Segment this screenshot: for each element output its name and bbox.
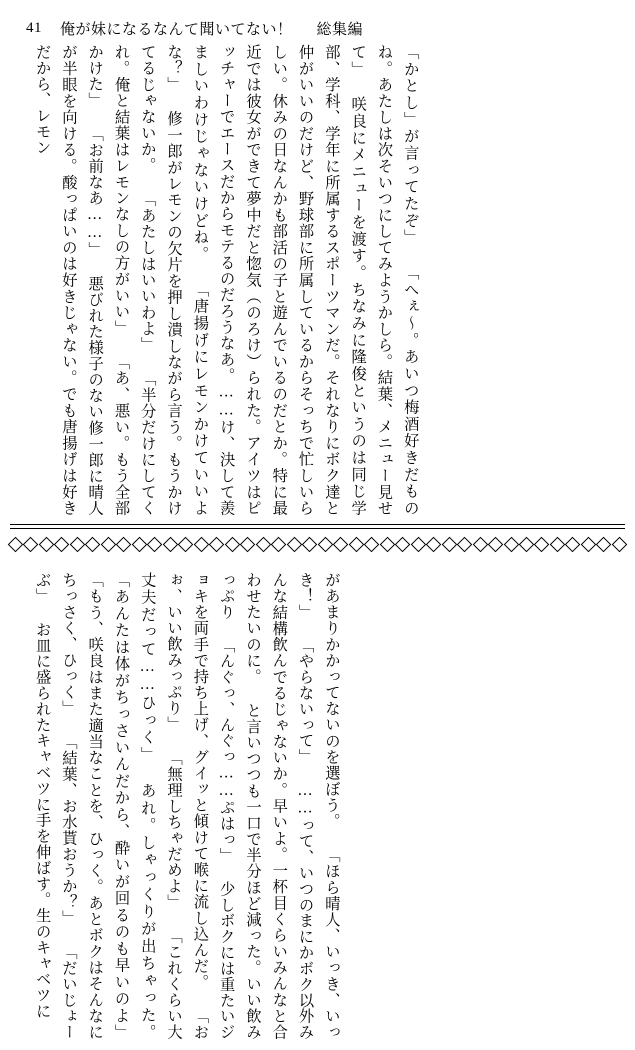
diamond-icon	[101, 536, 117, 552]
diamond-icon	[503, 536, 519, 552]
diamond-icon	[302, 536, 318, 552]
diamond-icon	[581, 536, 597, 552]
divider-rule-bottom	[10, 528, 625, 529]
diamond-icon	[534, 536, 550, 552]
diamond-icon	[472, 536, 488, 552]
diamond-icon	[255, 536, 271, 552]
section-divider	[10, 524, 625, 558]
diamond-icon	[178, 536, 194, 552]
diamond-icon	[286, 536, 302, 552]
diamond-icon	[39, 536, 55, 552]
diamond-icon	[550, 536, 566, 552]
diamond-icon	[147, 536, 163, 552]
diamond-icon	[410, 536, 426, 552]
book-title: 俺が妹になるなんて聞いてない！	[60, 21, 293, 38]
diamond-icon	[194, 536, 210, 552]
diamond-icon	[8, 536, 24, 552]
page-header	[0, 14, 635, 42]
diamond-icon	[395, 536, 411, 552]
diamond-icon	[519, 536, 535, 552]
diamond-icon	[23, 536, 39, 552]
divider-rule-top	[10, 524, 625, 525]
diamond-icon	[348, 536, 364, 552]
text-block-top	[13, 44, 621, 516]
diamond-icon	[364, 536, 380, 552]
diamond-icon	[85, 536, 101, 552]
diamond-icon	[54, 536, 70, 552]
diamond-icon	[240, 536, 256, 552]
diamond-icon	[225, 536, 241, 552]
page-number: 41	[26, 19, 42, 36]
diamond-icon	[379, 536, 395, 552]
text-block-bottom	[13, 572, 621, 1040]
diamond-icon	[271, 536, 287, 552]
diamond-icon	[70, 536, 86, 552]
diamond-icon	[441, 536, 457, 552]
diamond-icon	[426, 536, 442, 552]
diamond-icon	[488, 536, 504, 552]
diamond-icon	[163, 536, 179, 552]
diamond-icon	[116, 536, 132, 552]
diamond-icon	[209, 536, 225, 552]
volume-label: 総集編	[316, 21, 364, 38]
body-text-top: 「かとし」が言ってたぞ」 「へぇ～。あいつ梅酒好きだものね。あたしは次そいつにしてみようかしら。結葉、メニュー見せて」 咲良にメニューを渡す。ちなみに隆俊というのは同じ学部、学科、学年に所属するスポーツマンだ。それなりにボク達と仲がいいのだけど、野球部に所属しているからそっちで忙しいらしい。休みの日なんかも部活の子と遊んでいるのだとか。特に最近では彼女ができて夢中だと惚気（のろけ）られた。アイツはピッチャーでエースだからモテるのだろうなあ。……け、決して羨ましいわけじゃないけどね。 「唐揚げにレモンかけていいよな？」 修一郎がレモンの欠片を押し潰しながら言う。もうかけてるじゃないか。 「あたしはいいわよ」 「半分だけにしてくれ。俺と結葉はレモンなしの方がいい」 「あ、悪い。もう全部かけた」 「お前なあ……」 悪びれた様子のない修一郎に晴人が半眼を向ける。酸っぱいのは好きじゃない。でも唐揚げは好きだから、レモン	[33, 44, 419, 516]
diamond-icon	[612, 536, 628, 552]
diamond-icon	[333, 536, 349, 552]
diamond-chain-icon	[10, 534, 625, 554]
diamond-icon	[596, 536, 612, 552]
diamond-icon	[565, 536, 581, 552]
diamond-icon	[132, 536, 148, 552]
body-text-bottom: があまりかかってないのを選ぼう。 「ほら晴人、いっき、いっき！」 「やらないって」 ……って、いつのまにかボク以外みんな結構飲んでるじゃないか。早いよ。一杯目くらいみんなと合わせたいのに。 と言いつつも一口で半分ほど減った。いい飲みっぷり 「んぐっ、んぐっ……ぷはっ」 少しボクには重たいジョキを両手で持ち上げ、グイッと傾けて喉に流し込んだ。 「おぉ、いい飲みっぷり」 「無理しちゃだめよ」 「これくらい大丈夫だって……ひっく」 あれ。しゃっくりが出ちゃった。 「あんたは体がちっさいんだから、酔いが回るのも早いのよ」 「もう、咲良はまた適当なことを、ひっく。あとボクはそんなにちっさく、ひっく」 「結葉、お水貰おうか？」 「だいじょーぶ」 お皿に盛られたキャベツに手を伸ばす。生のキャベツに	[33, 572, 340, 1040]
diamond-icon	[457, 536, 473, 552]
diamond-icon	[317, 536, 333, 552]
